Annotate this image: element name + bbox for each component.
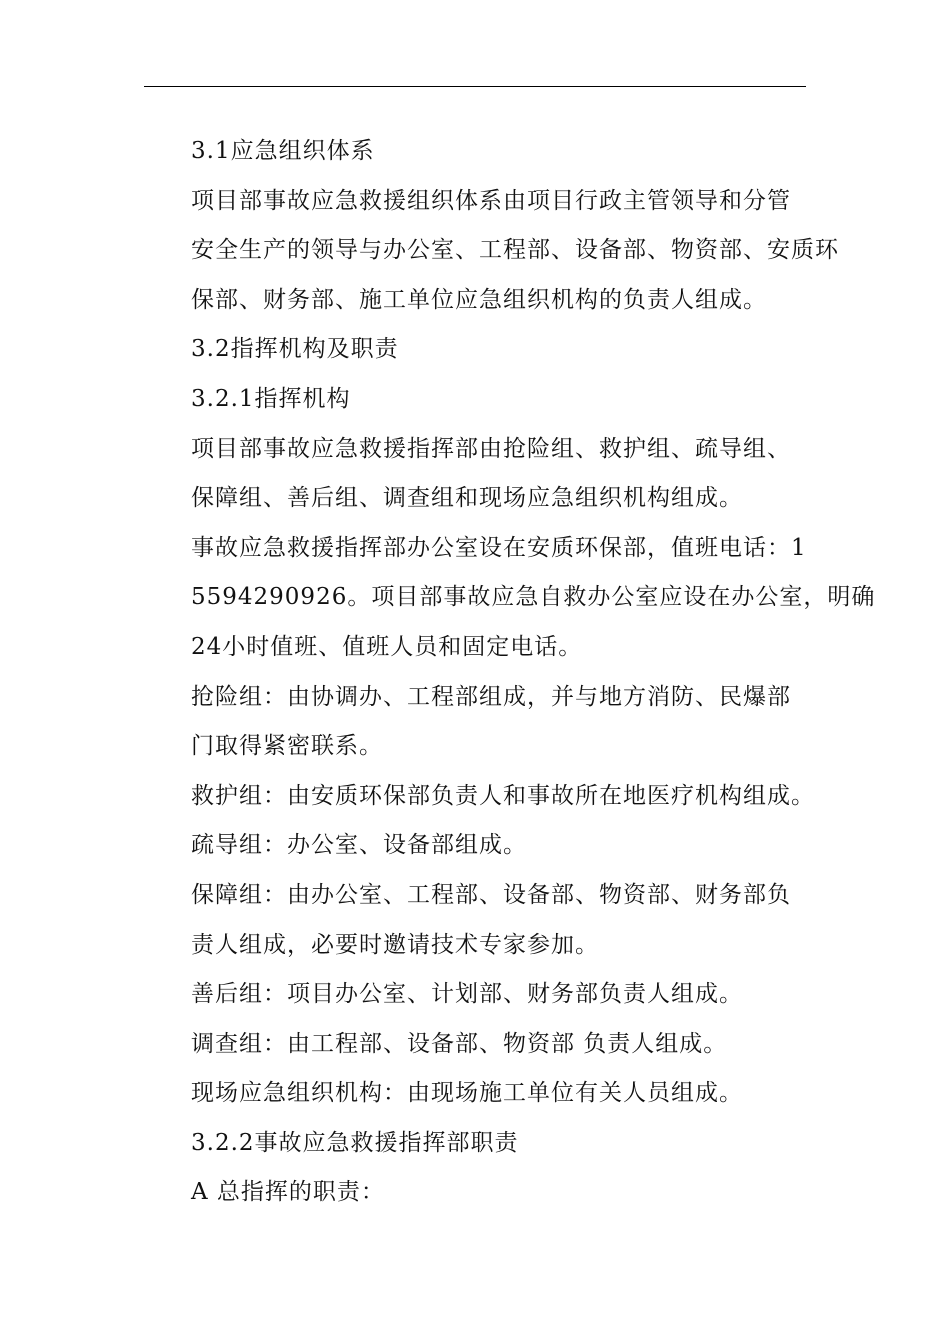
paragraph-onsite-organization: 现场应急组织机构：由现场施工单位有关人员组成。 (191, 1080, 743, 1107)
document-body (145, 127, 876, 1218)
section-heading-3-1: 3.1应急组织体系 (191, 138, 375, 164)
section-heading-3-2-1: 3.2.1指挥机构 (191, 385, 351, 412)
section-heading-3-2: 3.2指挥机构及职责 (191, 336, 399, 363)
paragraph-guidance-team: 疏导组：办公室、设备部组成。 (191, 832, 527, 859)
paragraph-rescue-team: 抢险组：由协调办、工程部组成，并与地方消防、民爆部 门取得紧密联系。 (191, 683, 791, 760)
paragraph-command-structure: 项目部事故应急救援指挥部由抢险组、救护组、疏导组、 保障组、善后组、调查组和现场应急组织机构组成。 (191, 435, 791, 512)
paragraph-duty-office: 事故应急救援指挥部办公室设在安质环保部，值班电话：1 5594290926。项目部事故应急自救办公室应设在办公室，明确 24小时值班、值班人员和固定电话。 (191, 534, 876, 660)
subheading-commander-duties: A 总指挥的职责： (191, 1179, 385, 1206)
paragraph-investigation-team: 调查组：由工程部、设备部、物资部 负责人组成。 (191, 1030, 728, 1057)
paragraph-support-team: 保障组：由办公室、工程部、设备部、物资部、财务部负 责人组成，必要时邀请技术专家参加。 (191, 881, 791, 958)
section-heading-3-2-2: 3.2.2事故应急救援指挥部职责 (191, 1129, 519, 1156)
paragraph-medical-team: 救护组：由安质环保部负责人和事故所在地医疗机构组成。 (191, 782, 815, 809)
paragraph-organization-system: 项目部事故应急救援组织体系由项目行政主管领导和分管 安全生产的领导与办公室、工程部、设备部、物资部、安质环 保部、财务部、施工单位应急组织机构的负责人组成。 (191, 187, 839, 313)
paragraph-aftermath-team: 善后组：项目办公室、计划部、财务部负责人组成。 (191, 981, 743, 1008)
header-rule (144, 86, 806, 87)
